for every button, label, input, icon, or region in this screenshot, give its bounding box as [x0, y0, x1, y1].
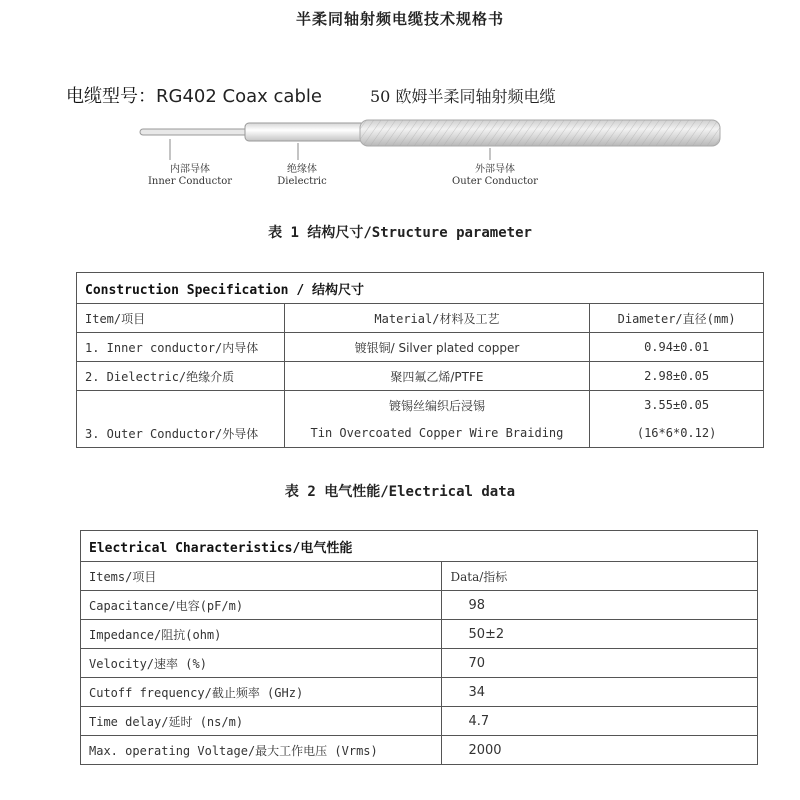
row-diameter: 0.94±0.01: [590, 333, 764, 362]
row-material-cn: 镀锡丝编织后浸锡: [284, 391, 589, 420]
column-header-material: Material/材料及工艺: [284, 304, 589, 333]
inner-conductor-shape: [140, 129, 250, 135]
column-header-diameter: Diameter/直径(mm): [590, 304, 764, 333]
structure-table: [76, 272, 764, 448]
row-material: Tin Overcoated Copper Wire Braiding: [284, 419, 589, 448]
table-row: [81, 649, 758, 678]
row-item: Velocity/速率 (%): [81, 649, 442, 678]
inner-conductor-label-cn: 内部导体: [170, 164, 210, 175]
row-item: Max. operating Voltage/最大工作电压 (Vrms): [81, 736, 442, 765]
row-data: 4.7: [442, 707, 758, 736]
cable-model-line: [66, 82, 322, 108]
electrical-table: [80, 530, 758, 765]
table2-caption: 表 2 电气性能/Electrical data: [284, 484, 516, 500]
column-header-item: Item/项目: [77, 304, 285, 333]
row-item: Impedance/阻抗(ohm): [81, 620, 442, 649]
table-row: [81, 591, 758, 620]
table-row: [77, 362, 764, 391]
table-row: [77, 419, 764, 448]
row-data: 2000: [442, 736, 758, 765]
row-data: 34: [442, 678, 758, 707]
column-header-items: Items/项目: [81, 562, 442, 591]
table-row: [81, 620, 758, 649]
column-header-data: Data/指标: [442, 562, 758, 591]
row-data: 50±2: [442, 620, 758, 649]
row-data: 98: [442, 591, 758, 620]
row-item-spacer: [77, 391, 285, 420]
row-material: 聚四氟乙烯/PTFE: [284, 362, 589, 391]
cable-model-label: 电缆型号：: [66, 86, 156, 107]
cable-model-value: RG402 Coax cable: [156, 86, 322, 107]
table1-caption: 表 1 结构尺寸/Structure parameter: [268, 225, 532, 241]
row-item: Time delay/延时 (ns/m): [81, 707, 442, 736]
outer-conductor-label: [440, 164, 550, 188]
row-item: 1. Inner conductor/内导体: [77, 333, 285, 362]
dielectric-label-en: Dielectric: [277, 176, 327, 187]
row-item: 3. Outer Conductor/外导体: [77, 419, 285, 448]
table-row: [77, 391, 764, 420]
row-data: 70: [442, 649, 758, 678]
dielectric-label: [262, 164, 342, 188]
inner-conductor-label: [140, 164, 240, 188]
dielectric-label-cn: 绝缘体: [287, 164, 317, 175]
dielectric-shape: [245, 123, 365, 141]
cable-description: 50 欧姆半柔同轴射频电缆: [370, 87, 556, 106]
row-item: Cutoff frequency/截止频率 (GHz): [81, 678, 442, 707]
row-diameter: 3.55±0.05: [590, 391, 764, 420]
row-material: 镀银铜/ Silver plated copper: [284, 333, 589, 362]
inner-conductor-label-en: Inner Conductor: [147, 176, 233, 187]
outer-conductor-label-cn: 外部导体: [475, 164, 515, 175]
table-row: [81, 736, 758, 765]
table-row: [81, 707, 758, 736]
table-row: [77, 333, 764, 362]
outer-conductor-label-en: Outer Conductor: [452, 176, 538, 187]
table-row: [81, 678, 758, 707]
structure-table-header: Construction Specification / 结构尺寸: [77, 273, 764, 304]
row-diameter: 2.98±0.05: [590, 362, 764, 391]
row-braid-spec: (16*6*0.12): [590, 419, 764, 448]
row-item: Capacitance/电容(pF/m): [81, 591, 442, 620]
electrical-table-header: Electrical Characteristics/电气性能: [81, 531, 758, 562]
document-title: 半柔同轴射频电缆技术规格书: [295, 10, 504, 28]
row-item: 2. Dielectric/绝缘介质: [77, 362, 285, 391]
